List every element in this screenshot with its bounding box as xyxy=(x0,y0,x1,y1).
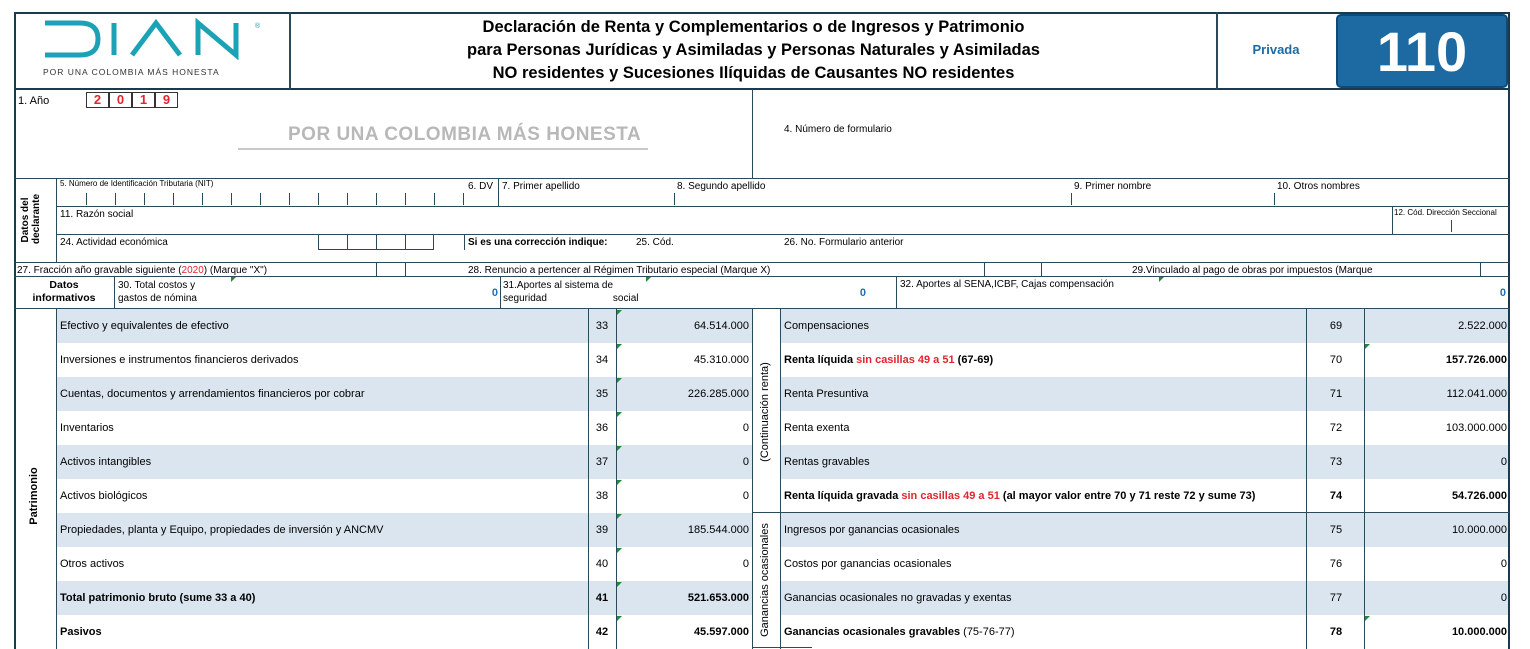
row-desc: Ingresos por ganancias ocasionales xyxy=(784,524,960,536)
otros-nombres-label: 10. Otros nombres xyxy=(1277,181,1360,192)
row-desc: Activos biológicos xyxy=(60,490,148,502)
correccion-label: Si es una corrección indique: xyxy=(468,237,608,248)
year-digit[interactable]: 9 xyxy=(155,92,178,108)
segundo-apellido-label: 8. Segundo apellido xyxy=(677,181,766,192)
row-value[interactable]: 157.726.000 xyxy=(1445,354,1507,366)
row-value[interactable]: 0 xyxy=(742,456,749,468)
row-value[interactable]: 45.310.000 xyxy=(693,354,749,366)
renuncio-checkbox[interactable] xyxy=(984,262,1042,276)
row-num: 41 xyxy=(595,592,609,604)
title-line-2: para Personas Jurídicas y Asimiladas y Personas Naturales y Asimiladas xyxy=(467,41,1040,59)
fraccion-label: 27. Fracción año gravable siguiente (2020) (Marque "X") xyxy=(17,265,268,276)
row-num: 69 xyxy=(1329,320,1343,332)
row-value[interactable]: 0 xyxy=(742,422,749,434)
row-value[interactable]: 0 xyxy=(742,558,749,570)
row-num: 70 xyxy=(1329,354,1343,366)
row-num: 71 xyxy=(1329,388,1343,400)
ganancias-section-label: Ganancias ocasionales xyxy=(759,523,771,637)
row-num: 74 xyxy=(1329,490,1343,502)
row-value[interactable]: 10.000.000 xyxy=(1451,626,1507,638)
form-number-badge xyxy=(1336,14,1508,88)
row-value[interactable]: 54.726.000 xyxy=(1451,490,1507,502)
patrimonio-section-label: Patrimonio xyxy=(28,467,40,525)
row-value[interactable]: 0 xyxy=(742,490,749,502)
row-num: 35 xyxy=(595,388,609,400)
row-desc: Renta Presuntiva xyxy=(784,388,869,400)
watermark-tagline: POR UNA COLOMBIA MÁS HONESTA xyxy=(288,124,642,145)
nit-label: 5. Número de Identificación Tributaria (NIT) xyxy=(60,179,214,188)
f30-value[interactable]: 0 xyxy=(491,287,498,299)
privacy-label: Privada xyxy=(1252,42,1300,57)
row-value[interactable]: 185.544.000 xyxy=(687,524,749,536)
dian-logo xyxy=(40,18,265,76)
f31-value[interactable]: 0 xyxy=(859,287,866,299)
row-num: 39 xyxy=(595,524,609,536)
row-desc: Rentas gravables xyxy=(784,456,870,468)
declarant-section-label: Datos del declarante xyxy=(20,193,42,244)
row-desc: Inventarios xyxy=(60,422,114,434)
row-desc: Costos por ganancias ocasionales xyxy=(784,558,952,570)
form-number-label: 4. Número de formulario xyxy=(784,124,892,135)
row-desc: Otros activos xyxy=(60,558,125,570)
row-num: 33 xyxy=(595,320,609,332)
row-value[interactable]: 0 xyxy=(1500,558,1507,570)
row-value[interactable]: 2.522.000 xyxy=(1458,320,1507,332)
row-value[interactable]: 10.000.000 xyxy=(1451,524,1507,536)
title-line-1: Declaración de Renta y Complementarios o de Ingresos y Patrimonio xyxy=(482,18,1025,36)
actividad-label: 24. Actividad económica xyxy=(60,237,168,248)
row-value[interactable]: 226.285.000 xyxy=(687,388,749,400)
row-num: 73 xyxy=(1329,456,1343,468)
row-value[interactable]: 0 xyxy=(1500,456,1507,468)
row-value[interactable]: 0 xyxy=(1500,592,1507,604)
form-number: 110 xyxy=(1376,20,1468,83)
row-value[interactable]: 112.041.000 xyxy=(1446,388,1507,400)
f32-label: 32. Aportes al SENA,ICBF, Cajas compensación xyxy=(900,279,1114,290)
dv-label: 6. DV xyxy=(468,181,494,192)
form-title xyxy=(291,16,1216,85)
row-num: 72 xyxy=(1329,422,1343,434)
row-desc: Activos intangibles xyxy=(60,456,152,468)
nit-input[interactable] xyxy=(60,190,464,206)
logo-tagline: POR UNA COLOMBIA MÁS HONESTA xyxy=(43,67,220,77)
row-desc: Compensaciones xyxy=(784,320,869,332)
row-num: 76 xyxy=(1329,558,1343,570)
row-num: 75 xyxy=(1329,524,1343,536)
row-desc: Pasivos xyxy=(60,626,102,638)
formulario-anterior-label: 26. No. Formulario anterior xyxy=(784,237,904,248)
row-num: 77 xyxy=(1329,592,1343,604)
row-desc: Ganancias ocasionales no gravadas y exentas xyxy=(784,592,1012,604)
informativos-section-label: Datos informativos xyxy=(32,279,96,304)
year-digit[interactable]: 0 xyxy=(109,92,132,108)
fraccion-checkbox[interactable] xyxy=(376,262,406,276)
row-value[interactable]: 103.000.000 xyxy=(1445,422,1507,434)
year-label: 1. Año xyxy=(18,95,50,107)
title-line-3: NO residentes y Sucesiones Ilíquidas de Causantes NO residentes xyxy=(492,64,1015,82)
f30-label: 30. Total costos y gastos de nómina xyxy=(118,280,197,304)
row-desc: Propiedades, planta y Equipo, propiedades de inversión y ANCMV xyxy=(60,524,384,536)
row-num: 38 xyxy=(595,490,609,502)
row-desc: Total patrimonio bruto (sume 33 a 40) xyxy=(60,592,256,604)
primer-nombre-label: 9. Primer nombre xyxy=(1074,181,1152,192)
svg-text:®: ® xyxy=(255,23,261,30)
row-desc: Ganancias ocasionales gravables (75-76-77) xyxy=(784,626,1015,638)
row-desc: Renta líquida sin casillas 49 a 51 (67-69) xyxy=(784,354,994,366)
continuacion-section-label: (Continuación renta) xyxy=(759,362,771,462)
vinculado-label: 29.Vinculado al pago de obras por impuestos (Marque xyxy=(1132,265,1373,276)
row-num: 37 xyxy=(595,456,609,468)
f32-value[interactable]: 0 xyxy=(1499,287,1506,299)
row-desc: Inversiones e instrumentos financieros derivados xyxy=(60,354,299,366)
row-num: 36 xyxy=(595,422,609,434)
row-desc: Renta líquida gravada sin casillas 49 a 51 (al mayor valor entre 70 y 71 reste 72 y sume 73) xyxy=(784,490,1256,502)
row-num: 40 xyxy=(595,558,609,570)
row-value[interactable]: 45.597.000 xyxy=(693,626,749,638)
row-num: 42 xyxy=(595,626,609,638)
razon-social-input[interactable] xyxy=(60,218,1390,234)
primer-apellido-label: 7. Primer apellido xyxy=(502,181,580,192)
year-digit[interactable]: 2 xyxy=(86,92,109,108)
row-value[interactable]: 64.514.000 xyxy=(693,320,749,332)
row-desc: Cuentas, documentos y arrendamientos financieros por cobrar xyxy=(60,388,365,400)
razon-social-label: 11. Razón social xyxy=(60,209,134,220)
vinculado-checkbox[interactable] xyxy=(1480,262,1508,276)
year-digit[interactable]: 1 xyxy=(132,92,155,108)
row-value[interactable]: 521.653.000 xyxy=(687,592,749,604)
cod-label: 25. Cód. xyxy=(636,237,674,248)
cod-direccion-label: 12. Cód. Dirección Seccional xyxy=(1394,208,1497,217)
f31-label: 31.Aportes al sistema de seguridad social xyxy=(503,280,639,304)
dian-logo-mark xyxy=(40,18,265,60)
row-desc: Efectivo y equivalentes de efectivo xyxy=(60,320,229,332)
row-num: 34 xyxy=(595,354,609,366)
row-desc: Renta exenta xyxy=(784,422,850,434)
row-num: 78 xyxy=(1329,626,1343,638)
renuncio-label: 28. Renuncio a pertencer al Régimen Tributario especial (Marque X) xyxy=(468,265,771,276)
